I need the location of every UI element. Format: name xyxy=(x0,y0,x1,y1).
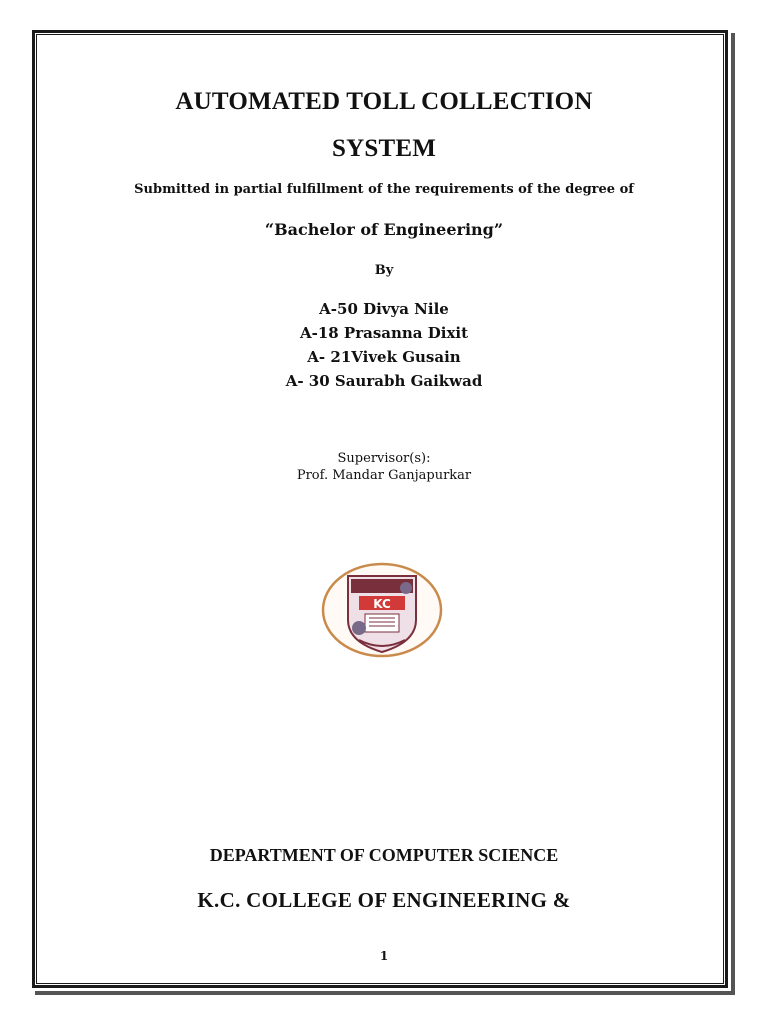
author-list xyxy=(0,297,768,393)
supervisor-name: Prof. Mandar Ganjapurkar xyxy=(296,468,472,483)
author-item: A-18 Prasanna Dixit xyxy=(299,324,469,342)
svg-text:KC: KC xyxy=(373,597,391,611)
author-item: A-50 Divya Nile xyxy=(319,300,449,318)
college-logo xyxy=(321,562,443,658)
author-item: A- 30 Saurabh Gaikwad xyxy=(285,372,483,390)
frame-shadow-bottom xyxy=(35,991,735,995)
title-line-2: SYSTEM xyxy=(331,135,436,162)
college-name: K.C. COLLEGE OF ENGINEERING & xyxy=(197,888,571,912)
degree-name: “Bachelor of Engineering” xyxy=(264,220,504,239)
supervisor-label: Supervisor(s): xyxy=(337,451,431,466)
page-number: 1 xyxy=(379,949,389,963)
submitted-text: Submitted in partial fulfillment of the requirements of the degree of xyxy=(134,182,634,197)
department-name: DEPARTMENT OF COMPUTER SCIENCE xyxy=(209,845,559,865)
by-label: By xyxy=(374,263,394,278)
author-item: A- 21Vivek Gusain xyxy=(307,348,461,366)
title-line-1: AUTOMATED TOLL COLLECTION xyxy=(175,88,593,115)
page-border-inner xyxy=(36,34,724,984)
